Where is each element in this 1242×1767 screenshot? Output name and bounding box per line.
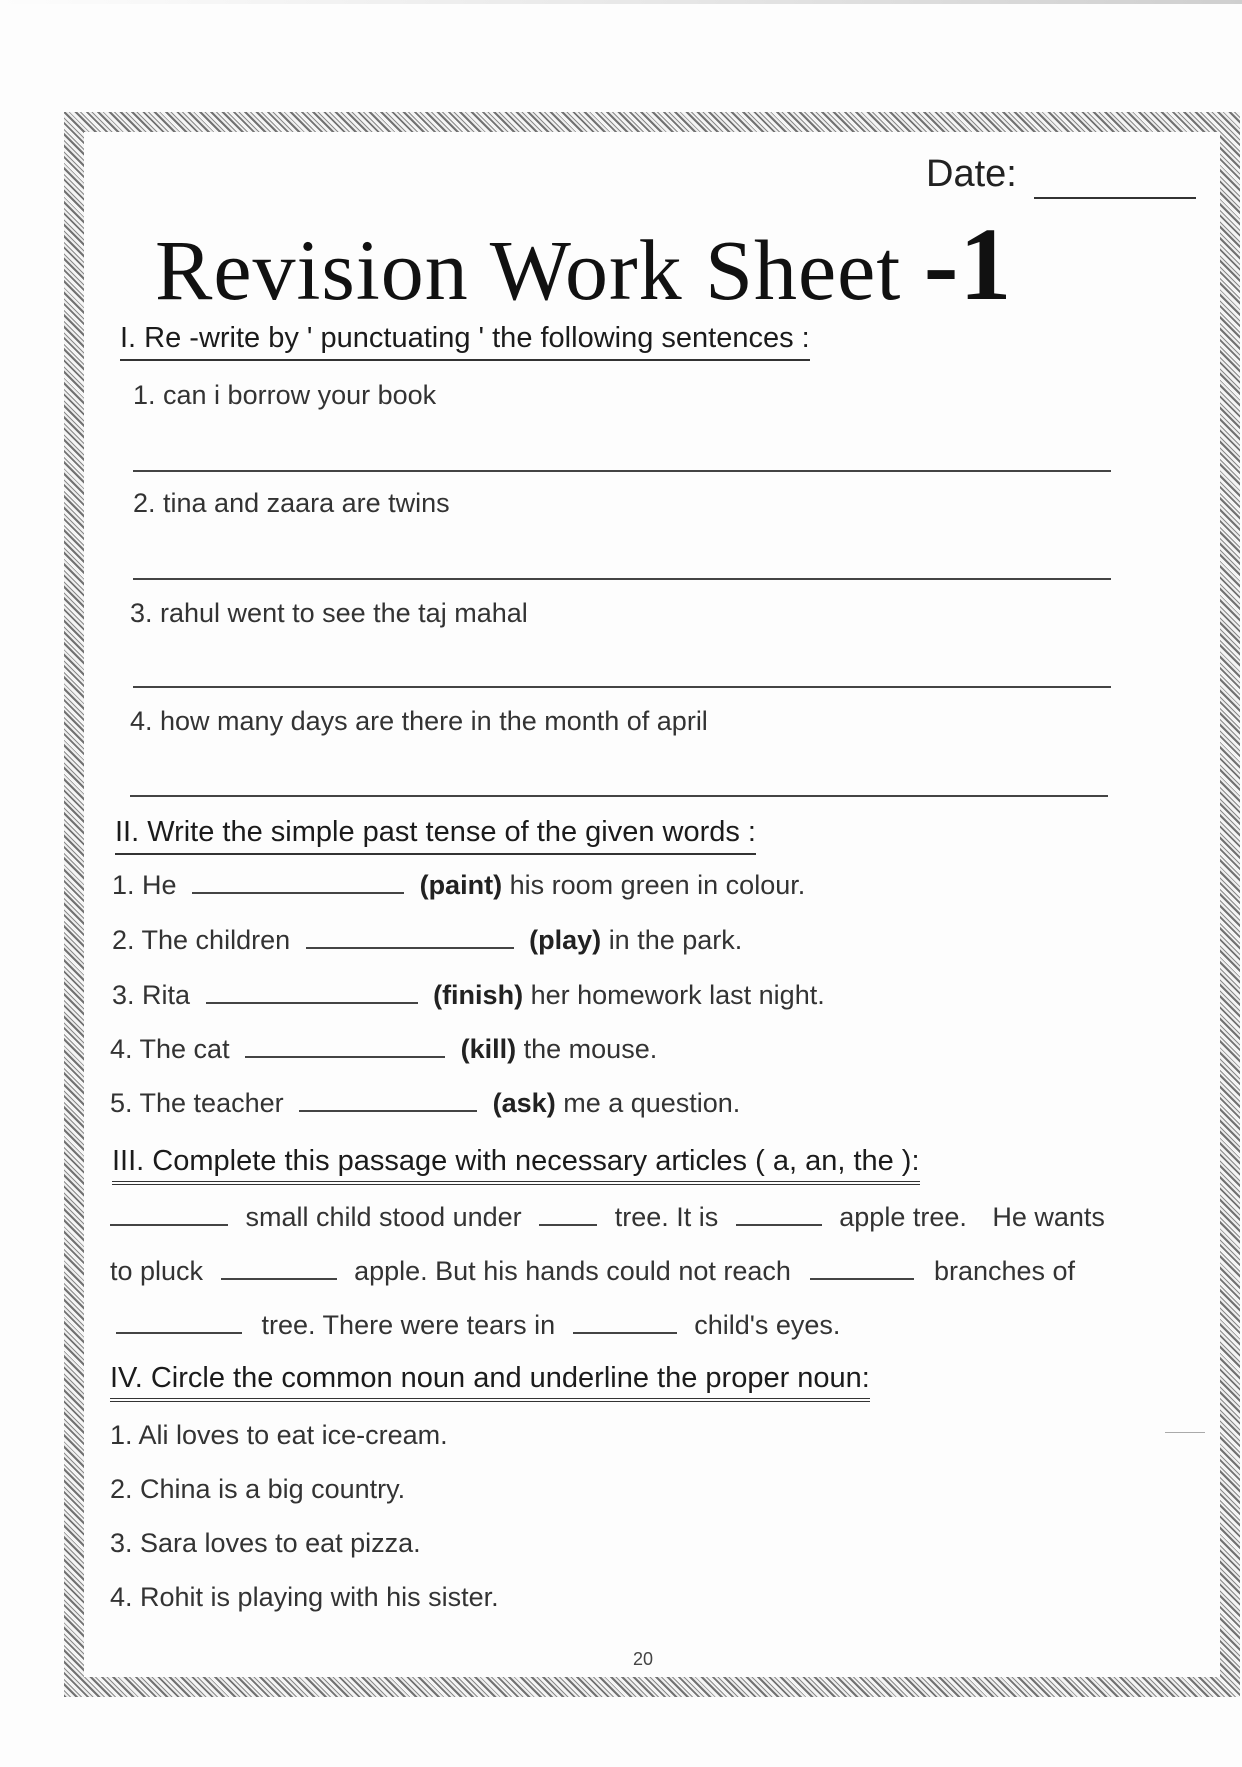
- answer-blank[interactable]: [245, 1055, 445, 1058]
- item-text: 5. The teacher: [110, 1088, 284, 1118]
- article-blank[interactable]: [110, 1223, 228, 1226]
- title-text: Revision Work Sheet: [155, 222, 924, 318]
- scan-mark: [1165, 1432, 1205, 1433]
- past-tense-item-1: [112, 870, 805, 901]
- item-text: her homework last night.: [530, 980, 825, 1010]
- answer-line-2[interactable]: [133, 578, 1111, 580]
- passage-text: apple tree.: [839, 1202, 967, 1232]
- item-text: his room green in colour.: [509, 870, 806, 900]
- passage-text: small child stood under: [245, 1202, 522, 1232]
- past-tense-item-3: [112, 980, 825, 1011]
- article-blank[interactable]: [810, 1277, 914, 1280]
- page-title: [155, 205, 1012, 324]
- noun-item-2[interactable]: 2. China is a big country.: [110, 1474, 406, 1504]
- answer-line-3[interactable]: [133, 686, 1111, 688]
- verb-hint: (play): [529, 925, 602, 955]
- punctuate-item-4: 4. how many days are there in the month of april: [130, 706, 708, 736]
- punctuate-item-3: 3. rahul went to see the taj mahal: [130, 598, 528, 628]
- date-label: Date:: [926, 153, 1017, 195]
- passage-line-3: [116, 1310, 840, 1341]
- article-blank[interactable]: [539, 1223, 597, 1226]
- verb-hint: (paint): [419, 870, 503, 900]
- answer-blank[interactable]: [206, 1001, 418, 1004]
- item-text: 3. Rita: [112, 980, 191, 1010]
- date-blank[interactable]: [1034, 197, 1196, 199]
- noun-item-3[interactable]: 3. Sara loves to eat pizza.: [110, 1528, 421, 1558]
- section-1-heading: I. Re -write by ' punctuating ' the following sentences :: [120, 322, 810, 361]
- title-number: -1: [923, 207, 1013, 322]
- answer-line-4[interactable]: [130, 795, 1108, 797]
- verb-hint: (ask): [492, 1088, 556, 1118]
- passage-text: apple. But his hands could not reach: [354, 1256, 791, 1286]
- passage-text: He wants: [992, 1202, 1105, 1232]
- section-2-heading: II. Write the simple past tense of the given words :: [115, 816, 756, 855]
- article-blank[interactable]: [116, 1331, 242, 1334]
- passage-text: to pluck: [110, 1256, 204, 1286]
- verb-hint: (kill): [460, 1034, 517, 1064]
- item-text: 4. The cat: [110, 1034, 230, 1064]
- passage-line-1: [110, 1202, 1105, 1233]
- answer-blank[interactable]: [192, 891, 404, 894]
- item-text: the mouse.: [523, 1034, 658, 1064]
- passage-text: tree. There were tears in: [261, 1310, 556, 1340]
- passage-text: tree. It is: [614, 1202, 719, 1232]
- article-blank[interactable]: [573, 1331, 677, 1334]
- scan-edge: [0, 0, 1242, 4]
- answer-line-1[interactable]: [133, 470, 1111, 472]
- item-text: me a question.: [563, 1088, 741, 1118]
- section-4-heading: IV. Circle the common noun and underline the proper noun:: [110, 1362, 870, 1402]
- section-3-heading: III. Complete this passage with necessary articles ( a, an, the ):: [112, 1145, 920, 1185]
- verb-hint: (finish): [433, 980, 524, 1010]
- item-text: 2. The children: [112, 925, 291, 955]
- past-tense-item-4: [110, 1034, 657, 1065]
- past-tense-item-5: [110, 1088, 740, 1119]
- article-blank[interactable]: [221, 1277, 337, 1280]
- answer-blank[interactable]: [306, 946, 514, 949]
- passage-text: branches of: [933, 1256, 1076, 1286]
- article-blank[interactable]: [736, 1223, 822, 1226]
- passage-text: child's eyes.: [694, 1310, 841, 1340]
- punctuate-item-1: 1. can i borrow your book: [133, 380, 437, 410]
- item-text: 1. He: [112, 870, 177, 900]
- punctuate-item-2: 2. tina and zaara are twins: [133, 488, 450, 518]
- item-text: in the park.: [608, 925, 743, 955]
- past-tense-item-2: [112, 925, 742, 956]
- answer-blank[interactable]: [299, 1109, 477, 1112]
- passage-line-2: [110, 1256, 1075, 1287]
- page-number: 20: [633, 1649, 654, 1669]
- noun-item-4[interactable]: 4. Rohit is playing with his sister.: [110, 1582, 499, 1612]
- noun-item-1[interactable]: 1. Ali loves to eat ice-cream.: [110, 1420, 448, 1450]
